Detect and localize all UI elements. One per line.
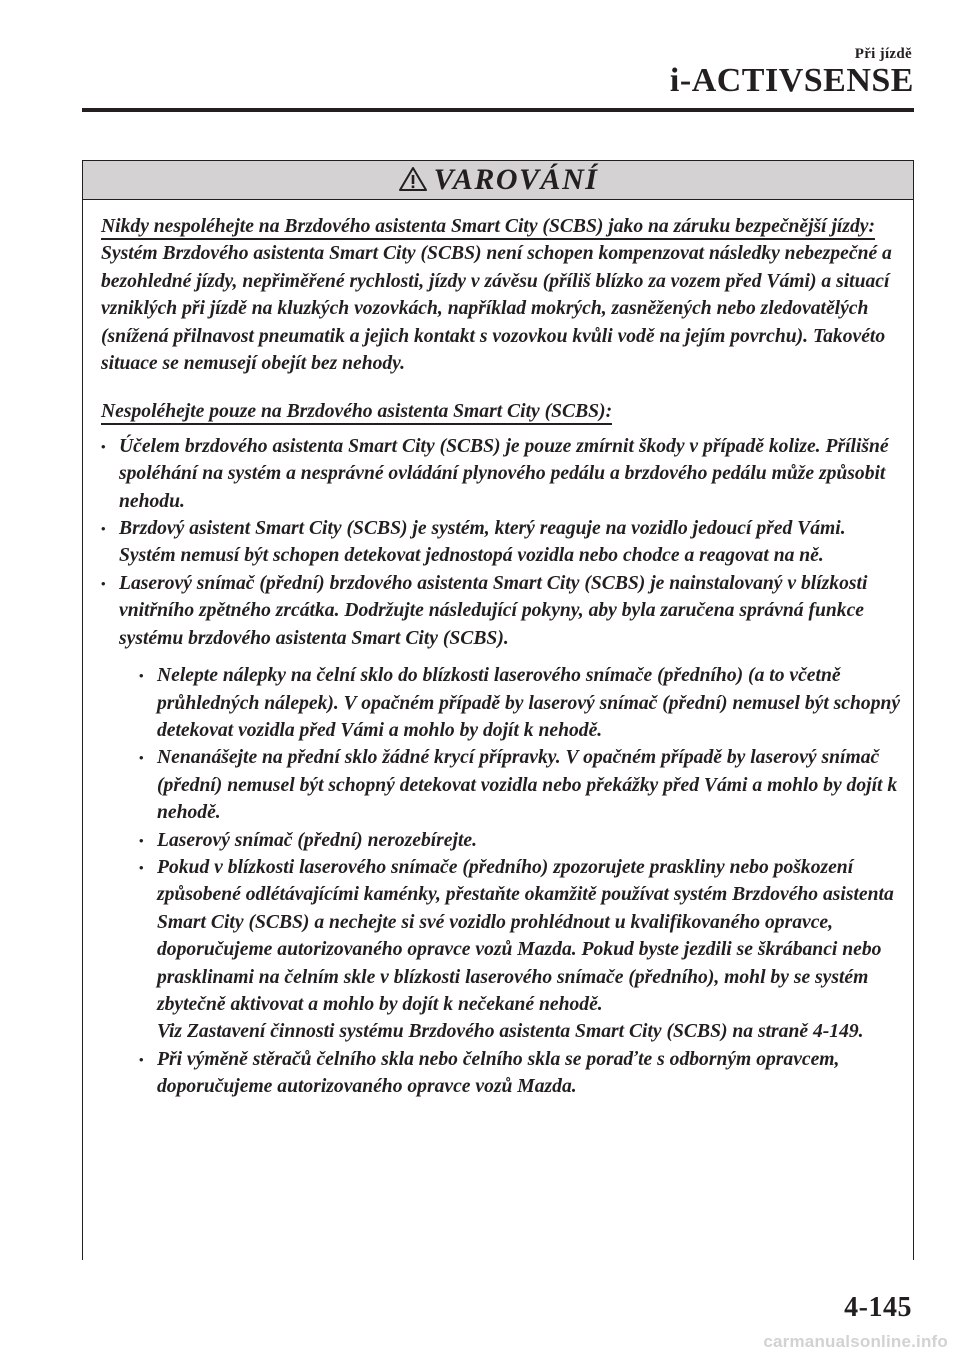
warning-paragraph: Systém Brzdového asistenta Smart City (SCBS) není schopen kompenzovat následky nebezpečné a bezohledné jízdy, nepřiměřené rychlosti, jízdy v závěsu (příliš blízko za vozem před Vámi) a situací vzniklých při jízdě na kluzkých vozovkách, například mokrých, zasněžených nebo zledovatělých (snížená přilnavost pneumatik a jejich kontakt s vozovkou kvůli vodě na jejím povrchu). Takovéto situace se nemusejí obejít bez nehody.: [101, 243, 892, 375]
warning-body: [83, 200, 913, 1101]
warning-box: [82, 160, 914, 1260]
list-item: • Brzdový asistent Smart City (SCBS) je systém, který reaguje na vozidlo jedoucí před Vámi. Systém nemusí být schopen detekovat jednostopá vozidla nebo chodce a reagovat na ně.: [101, 515, 903, 570]
warning-title-1: [101, 213, 903, 240]
header-rule: [82, 108, 914, 112]
page-reference: Viz Zastavení činnosti systému Brzdového asistenta Smart City (SCBS) na straně 4-149.: [157, 1021, 864, 1043]
sub-list-item-text: Pokud v blízkosti laserového snímače (předního) zpozorujete praskliny nebo poškození způsobené odlétávajícími kaménky, přestaňte okamžitě používat systém Brzdového asistenta Smart City (SCBS) a nechejte si své vozidlo prohlédnout u kvalifikovaného opravce, doporučujeme autorizovaného opravce vozů Mazda. Pokud byste jezdili se škrábanci nebo prasklinami na čelním skle v blízkosti laserového snímače (předního), mohl by se systém zbytečně aktivovat a mohlo by dojít k nečekané nehodě.: [157, 856, 894, 1015]
section-name: Při jízdě: [854, 46, 912, 62]
list-item: • Účelem brzdového asistenta Smart City (SCBS) je pouze zmírnit škody v případě kolize. Přílišné spoléhání na systém a nesprávné ovládání plynového pedálu a brzdového pedálu může způsobit nehodu.: [101, 433, 903, 515]
sub-list-item: • Laserový snímač (přední) nerozebírejte.: [139, 827, 903, 854]
watermark: carmanualsonline.info: [763, 1332, 948, 1351]
sub-list-item: • Při výměně stěračů čelního skla nebo čelního skla se poraďte s odborným opravcem, doporučujeme autorizovaného opravce vozů Mazda.: [139, 1046, 903, 1101]
sub-list-item: [139, 854, 903, 1046]
bullet-list: [101, 433, 903, 1101]
list-item-text: Laserový snímač (přední) brzdového asistenta Smart City (SCBS) je nainstalovaný v blízkosti vnitřního zpětného zrcátka. Dodržujte následující pokyny, aby byla zaručena správná funkce systému brzdového asistenta Smart City (SCBS).: [119, 572, 868, 649]
warning-header: [83, 161, 913, 200]
warning-label: VAROVÁNÍ: [433, 163, 599, 196]
warning-title-2-text: Nespoléhejte pouze na Brzdového asistenta Smart City (SCBS):: [101, 401, 612, 425]
chapter-title: i-ACTIVSENSE: [669, 62, 914, 99]
sub-list-item: • Nenanášejte na přední sklo žádné krycí přípravky. V opačném případě by laserový snímač (přední) nemusel být schopný detekovat vozidla nebo překážky před Vámi a mohlo by dojít k nehodě.: [139, 744, 903, 826]
list-item: [101, 570, 903, 1101]
page-number: 4-145: [844, 1292, 912, 1323]
warning-triangle-icon: [398, 166, 428, 192]
sub-bullet-list: [119, 662, 903, 1101]
warning-title-2: [101, 398, 903, 425]
warning-title-1-text: Nikdy nespoléhejte na Brzdového asistenta Smart City (SCBS) jako na záruku bezpečnější jízdy:: [101, 216, 875, 240]
sub-list-item: • Nelepte nálepky na čelní sklo do blízkosti laserového snímače (předního) (a to včetně průhledných nálepek). V opačném případě by laserový snímač (přední) nemusel být schopný detekovat vozidla před Vámi a mohlo by dojít k nehodě.: [139, 662, 903, 744]
